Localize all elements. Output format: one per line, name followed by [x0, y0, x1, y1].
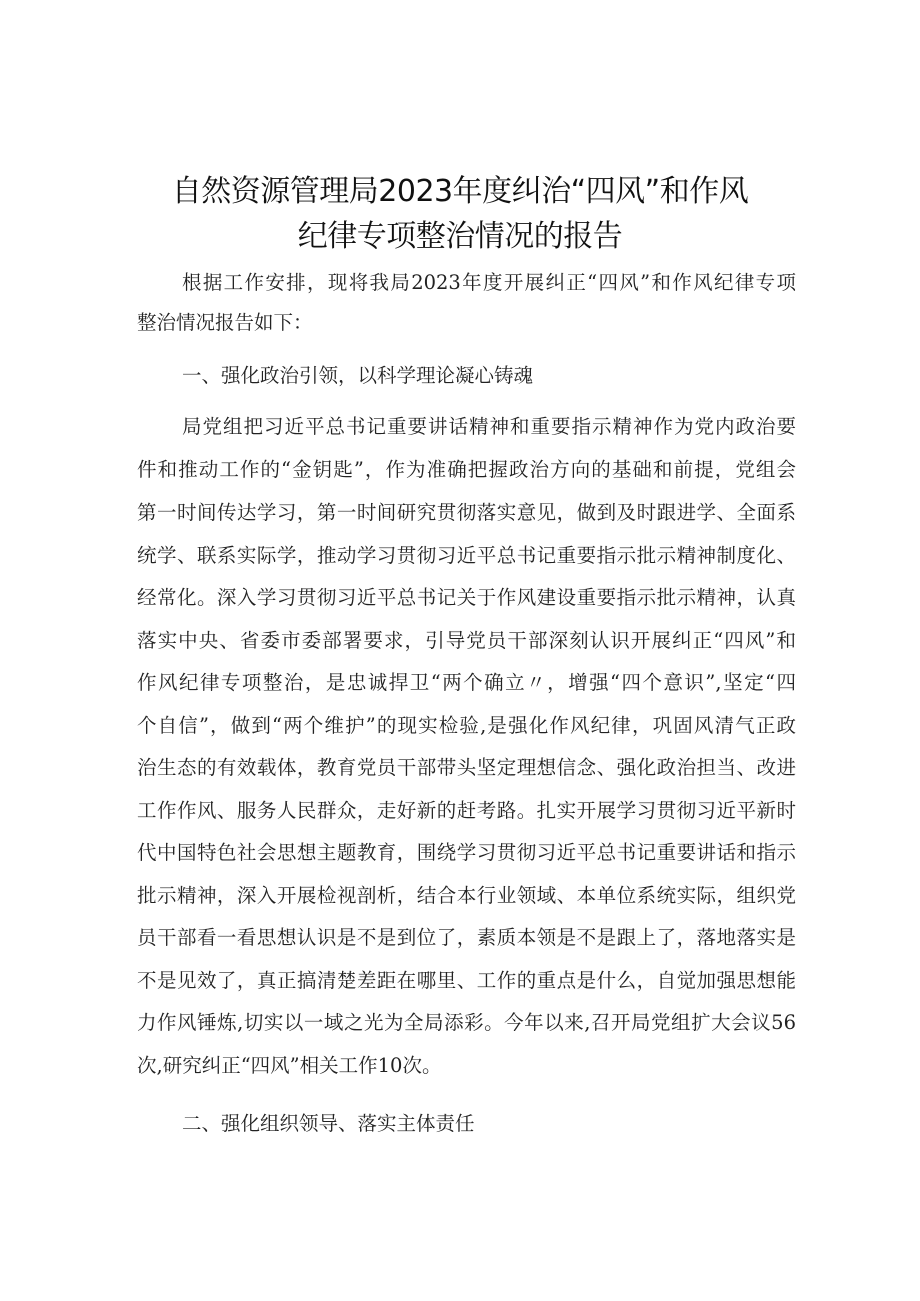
- report-title-line-2: 纪律专项整治情况的报告: [297, 219, 623, 254]
- paragraph-line: 次,研究纠正“四风”相关工作10次。: [137, 1054, 442, 1077]
- paragraph-line: 件和推动工作的“金钥匙”，作为准确把握政治方向的基础和前提，党组会: [137, 458, 796, 481]
- paragraph-line: 统学、联系实际学，推动学习贯彻习近平总书记重要指示批示精神制度化、: [137, 544, 796, 567]
- paragraph-line: 工作作风、服务人民群众，走好新的赶考路。扎实开展学习贯彻习近平新时: [137, 799, 796, 822]
- intro-line: 整治情况报告如下：: [137, 311, 313, 334]
- paragraph-line: 经常化。深入学习贯彻习近平总书记关于作风建设重要指示批示精神，认真: [137, 586, 796, 609]
- paragraph-line: 个自信”，做到“两个维护”的现实检验,是强化作风纪律，巩固风清气正政: [137, 714, 796, 737]
- intro-line: 根据工作安排，现将我局2023年度开展纠正“四风”和作风纪律专项: [182, 271, 796, 294]
- section-1-heading: 一、强化政治引领，以科学理论凝心铸魂: [182, 364, 534, 387]
- paragraph-line: 员干部看一看思想认识是不是到位了，素质本领是不是跟上了，落地落实是: [137, 926, 796, 949]
- paragraph-line: 代中国特色社会思想主题教育，围绕学习贯彻习近平总书记重要讲话和指示: [137, 841, 796, 864]
- paragraph-line: 批示精神，深入开展检视剖析，结合本行业领域、本单位系统实际，组织党: [137, 884, 796, 907]
- report-title-line-1: 自然资源管理局2023年度纠治“四风”和作风: [171, 174, 749, 209]
- section-2-heading: 二、强化组织领导、落实主体责任: [182, 1112, 475, 1135]
- paragraph-line: 作风纪律专项整治，是忠诚捍卫“两个确立〃，增强“四个意识”,坚定“四: [137, 671, 796, 694]
- paragraph-line: 力作风锤炼,切实以一域之光为全局添彩。今年以来,召开局党组扩大会议56: [137, 1011, 796, 1034]
- paragraph-line: 治生态的有效载体，教育党员干部带头坚定理想信念、强化政治担当、改进: [137, 756, 796, 779]
- paragraph-line: 不是见效了，真正搞清楚差距在哪里、工作的重点是什么，自觉加强思想能: [137, 969, 796, 992]
- paragraph-line: 第一时间传达学习，第一时间研究贯彻落实意见，做到及时跟进学、全面系: [137, 501, 796, 524]
- paragraph-line: 落实中央、省委市委部署要求，引导党员干部深刻认识开展纠正“四风”和: [137, 629, 796, 652]
- paragraph-line: 局党组把习近平总书记重要讲话精神和重要指示精神作为党内政治要: [182, 415, 796, 438]
